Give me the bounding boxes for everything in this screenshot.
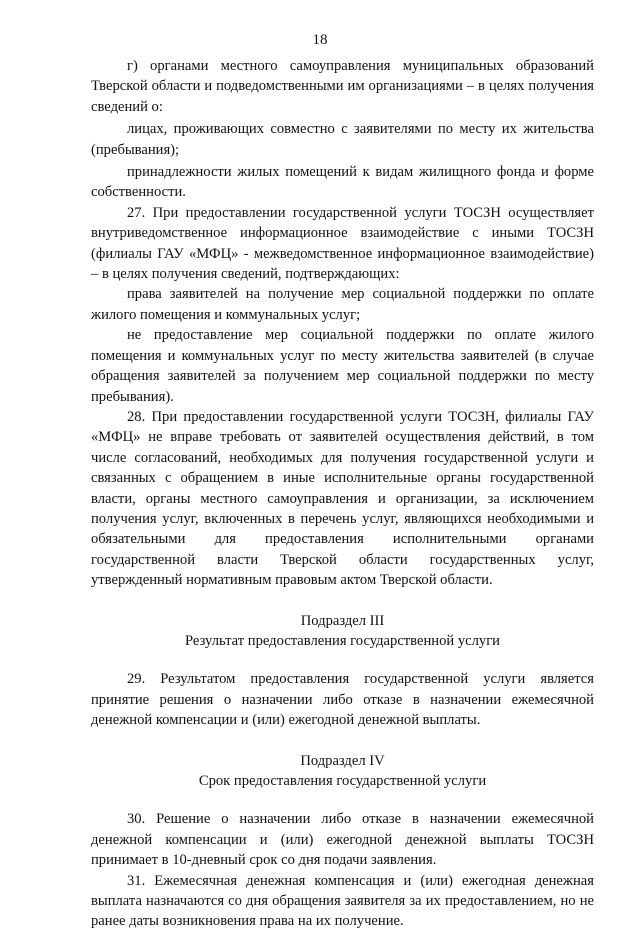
subsection-4-label: Подраздел IV bbox=[300, 752, 385, 769]
paragraph-rights: права заявителей на получение мер социальной поддержки по оплате жилого помещения и коммунальных услуг; bbox=[91, 286, 594, 323]
subsection-3-label: Подраздел III bbox=[300, 612, 385, 629]
paragraph-housing-fund: принадлежности жилых помещений к видам жилищного фонда и форме собственности. bbox=[91, 164, 594, 201]
paragraph-30: 30. Решение о назначении либо отказе в назначении ежемесячной денежной компенсации и (или) ежегодной денежной выплаты ТОСЗН принимает в 10-дневный срок со дня подачи заявления. bbox=[91, 811, 594, 869]
paragraph-non-provision: не предоставление мер социальной поддержки по оплате жилого помещения и коммунальных услуг по месту жительства заявителей (в случае обращения заявителей за получением мер социальной поддержки по месту пребывания). bbox=[91, 327, 594, 405]
paragraph-26g: г) органами местного самоуправления муниципальных образований Тверской области и подведомственными им организациями – в целях получения сведений о: bbox=[91, 58, 594, 115]
page-number: 18 bbox=[312, 32, 328, 48]
document-body bbox=[91, 56, 594, 932]
paragraph-residents: лицах, проживающих совместно с заявителями по месту их жительства (пребывания); bbox=[91, 121, 594, 158]
subsection-3-title: Результат предоставления государственной услуги bbox=[185, 632, 500, 649]
paragraph-27: 27. При предоставлении государственной услуги ТОСЗН осуществляет внутриведомственное информационное взаимодействие с иными ТОСЗН (филиалы ГАУ «МФЦ» - межведомственное информационное взаимодействие) – в целях получения сведений, подтверждающих: bbox=[91, 204, 594, 283]
subsection-4-title: Срок предоставления государственной услуги bbox=[198, 773, 487, 789]
paragraph-28: 28. При предоставлении государственной услуги ТОСЗН, филиалы ГАУ «МФЦ» не вправе требовать от заявителей осуществления действий, в том числе согласований, необходимых для получения государственной услуги и связанных с обращением в иные исполнительные органы государственной власти, органы местного самоуправления и организации, за исключением получения услуг, включенных в перечень услуг, являющихся необходимыми и обязательными для предоставления исполнительными органами государственной власти Тверской области государственных услуг, утвержденный нормативным правовым актом Тверской области. bbox=[91, 408, 594, 589]
paragraph-29: 29. Результатом предоставления государственной услуги является принятие решения о назначении либо отказе в назначении ежемесячной денежной компенсации и (или) ежегодной денежной выплаты. bbox=[91, 671, 594, 729]
paragraph-31: 31. Ежемесячная денежная компенсация и (или) ежегодная денежная выплата назначаются со дня обращения заявителя за их предоставлением, но не ранее даты возникновения права на их получение. bbox=[91, 872, 594, 930]
